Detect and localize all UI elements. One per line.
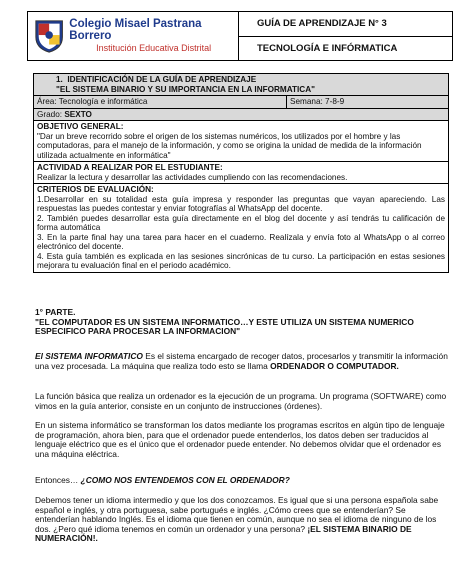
grado-cell bbox=[34, 108, 449, 121]
part-heading bbox=[35, 308, 449, 337]
p4-question: ¿COMO NOS ENTENDEMOS CON EL ORDENADOR? bbox=[78, 475, 290, 485]
part-label: 1° PARTE. bbox=[35, 307, 76, 317]
criterio-item: 1.Desarrollar en su totalidad esta guía impresa y responder las preguntas que vayan apareciendo. Las respuestas las puedes contestar y enviar fotografías al WhatsApp del docente. bbox=[37, 194, 445, 213]
actividad-text: Realizar la lectura y desarrollar las actividades cumpliendo con las recomendaciones. bbox=[37, 172, 348, 182]
grado-value: SEXTO bbox=[64, 109, 92, 119]
criterio-item: 2. También puedes desarrollar esta guía directamente en el blog del docente y así tendrás tu calificación de forma automática bbox=[37, 213, 445, 232]
school-shield-icon bbox=[33, 17, 65, 55]
area-cell: Área: Tecnología e informática bbox=[34, 96, 287, 109]
grado-label: Grado: bbox=[37, 109, 63, 119]
guide-title-block bbox=[239, 12, 452, 60]
document-header bbox=[27, 11, 453, 61]
subject-title: TECNOLOGÍA E INFÓRMATICA bbox=[257, 42, 398, 54]
actividad-label: ACTIVIDAD A REALIZAR POR EL ESTUDIANTE: bbox=[37, 163, 223, 172]
criterio-item: 3. En la parte final hay una tarea para hacer en el cuaderno. Realízala y envía foto al WhatsApp o al correo electrónico del docente. bbox=[37, 232, 445, 251]
paragraph-2: La función básica que realiza un ordenador es la ejecución de un programa. Un programa (SOFTWARE) como vimos en la guía anterior, consiste en un conjunto de instrucciones (órdenes). bbox=[35, 391, 447, 411]
p1-text: Es el sistema encargado de recoger datos, procesarlos y transmitir la información una vez procesada. La máquina que realiza todo esto se llama bbox=[35, 351, 448, 371]
guide-name: "EL SISTEMA BINARIO Y SU IMPORTANCIA EN LA INFORMATICA" bbox=[56, 84, 316, 94]
part-title: "EL COMPUTADOR ES UN SISTEMA INFORMATICO…Y ESTE UTILIZA UN SISTEMA NUMERICO ESPECIFICO PARA PROCESAR LA INFORMACION" bbox=[35, 316, 414, 337]
paragraph-4 bbox=[35, 476, 449, 486]
school-block bbox=[28, 12, 239, 60]
section-title: IDENTIFICACIÓN DE LA GUÍA DE APRENDIZAJE bbox=[67, 75, 257, 84]
criterios-cell bbox=[34, 184, 449, 273]
section-number: 1. bbox=[56, 75, 63, 84]
paragraph-3: En un sistema informático se transforman los datos mediante los programas escritos en algún tipo de lenguaje de programación, ahora bien, para que el ordenador puede entenderlos, los datos deben ser traducidos al lenguaje eléctrico que es el único que el ordenador puede entender. No debemos olvidar que el ordenador es una máquina eléctrica. bbox=[35, 420, 445, 459]
p5-bold: ¡EL SISTEMA BINARIO DE NUMERACIÓN!. bbox=[35, 523, 412, 544]
objetivo-cell bbox=[34, 121, 449, 162]
guide-title: GUÍA DE APRENDIZAJE N° 3 bbox=[239, 12, 452, 37]
p1-bold: ORDENADOR O COMPUTADOR. bbox=[270, 360, 399, 371]
p1-lead: El SISTEMA INFORMATICO bbox=[35, 351, 143, 361]
identification-cell bbox=[34, 74, 449, 96]
paragraph-1 bbox=[35, 352, 449, 371]
criterios-label: CRITERIOS DE EVALUACIÓN: bbox=[37, 185, 154, 194]
p4-lead: Entonces… bbox=[35, 475, 79, 485]
school-name: Colegio Misael Pastrana Borrero bbox=[69, 18, 202, 42]
paragraph-5 bbox=[35, 496, 449, 544]
school-subtitle: Institución Educativa Distrital bbox=[96, 43, 212, 53]
objetivo-text: "Dar un breve recorrido sobre el origen de los sistemas numéricos, los utilizados por el hombre y las computadoras, para el manejo de la información, y como se origina la unidad de medida de la información utilizada actualmente en informática" bbox=[37, 131, 422, 160]
semana-cell: Semana: 7-8-9 bbox=[287, 96, 449, 109]
guide-info-table bbox=[33, 73, 449, 273]
objetivo-label: OBJETIVO GENERAL: bbox=[37, 122, 124, 131]
actividad-cell bbox=[34, 162, 449, 184]
criterio-item: 4. Esta guía también es explicada en las sesiones sincrónicas de tu curso. La participación en estas sesiones mejorara tu evaluación final en el periodo académico. bbox=[37, 251, 445, 270]
p5-text: Debemos tener un idioma intermedio y que los dos conozcamos. Es igual que si una persona española sabe español e inglés, y otra portuguesa, sabe portugués e inglés. ¿Cómo crees que se entenderían? Se entenderían hablando Inglés. Es el idioma que tienen en común, aunque no sea el idioma de ninguno de los dos. ¿Pero qué idioma tenemos en común un ordenador y una persona? bbox=[35, 495, 439, 534]
